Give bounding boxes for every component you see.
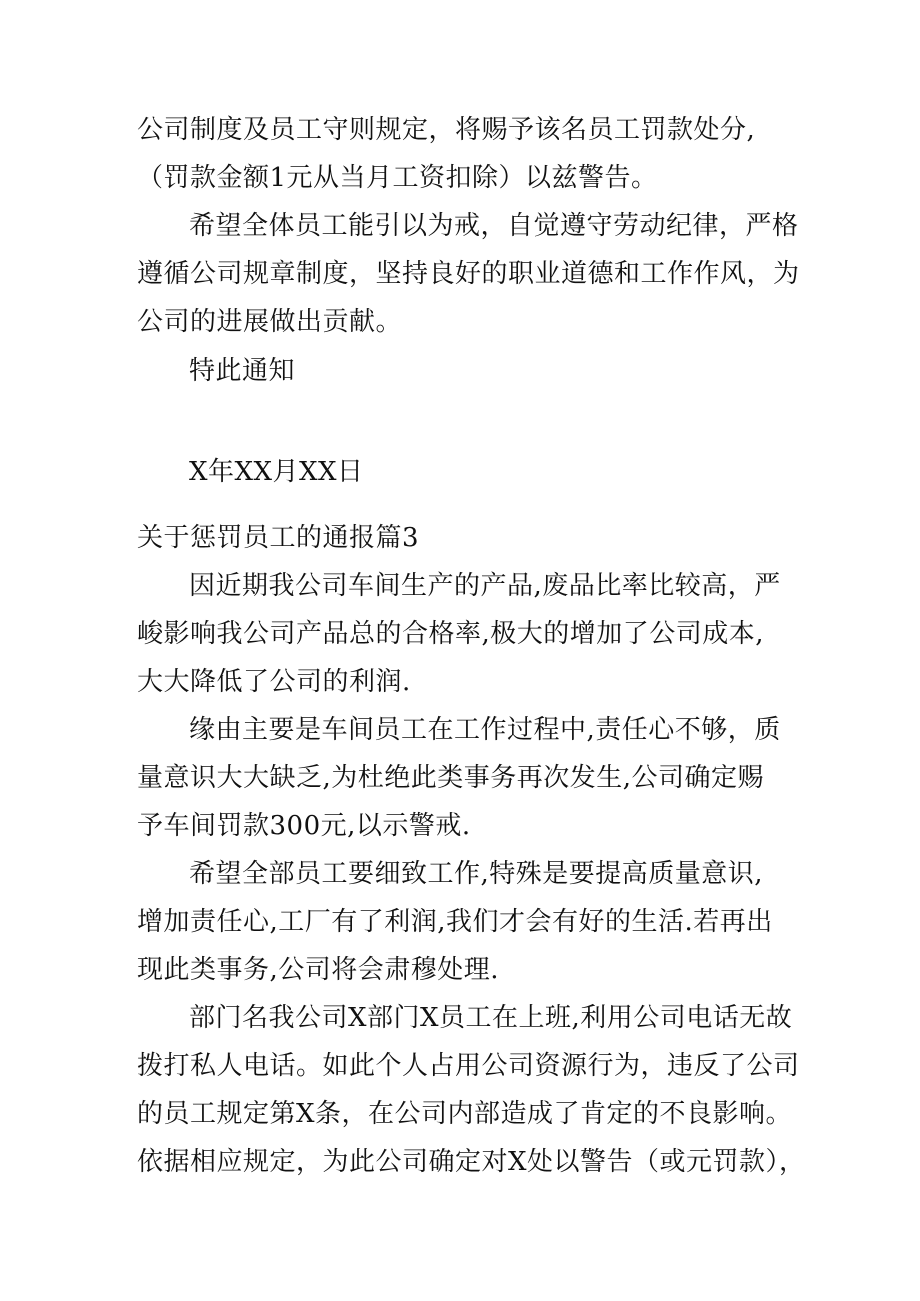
body-text-line: 峻影响我公司产品总的合格率,极大的增加了公司成本, <box>137 619 765 649</box>
body-text-line: 大大降低了公司的利润. <box>137 667 411 697</box>
date-line: X年XX月XX日 <box>189 457 364 487</box>
section-heading: 关于惩罚员工的通报篇3 <box>137 523 420 553</box>
body-text-line: 的员工规定第X条，在公司内部造成了肯定的不良影响。 <box>137 1099 793 1129</box>
paragraph-first-line: 缘由主要是车间员工在工作过程中,责任心不够，质 <box>189 715 781 745</box>
body-text-line: 予车间罚款300元,以示警戒. <box>137 811 471 841</box>
body-text-line: 增加责任心,工厂有了利润,我们才会有好的生活.若再出 <box>137 907 773 937</box>
body-text-line: 公司的进展做出贡献。 <box>137 307 403 337</box>
paragraph-first-line: 希望全体员工能引以为戒，自觉遵守劳动纪律，严格 <box>189 211 799 241</box>
paragraph-first-line: 部门名我公司X部门X员工在上班,利用公司电话无故 <box>189 1003 793 1033</box>
paragraph-first-line: 因近期我公司车间生产的产品,废品比率比较高，严 <box>189 571 781 601</box>
paragraph-first-line: 希望全部员工要细致工作,特殊是要提高质量意识, <box>189 859 764 889</box>
body-text-line: 拨打私人电话。如此个人占用公司资源行为，违反了公司 <box>137 1051 800 1081</box>
body-text-line: 遵循公司规章制度，坚持良好的职业道德和工作作风，为 <box>137 259 800 289</box>
closing-line: 特此通知 <box>189 356 296 386</box>
body-text-line: 公司制度及员工守则规定，将赐予该名员工罚款处分, <box>137 115 756 145</box>
body-text-line: 现此类事务,公司将会肃穆处理. <box>137 955 500 985</box>
body-text-line: （罚款金额1元从当月工资扣除）以兹警告。 <box>137 163 658 193</box>
body-text-line: 依据相应规定，为此公司确定对X处以警告（或元罚款）， <box>137 1147 806 1177</box>
body-text-line: 量意识大大缺乏,为杜绝此类事务再次发生,公司确定赐 <box>137 763 765 793</box>
